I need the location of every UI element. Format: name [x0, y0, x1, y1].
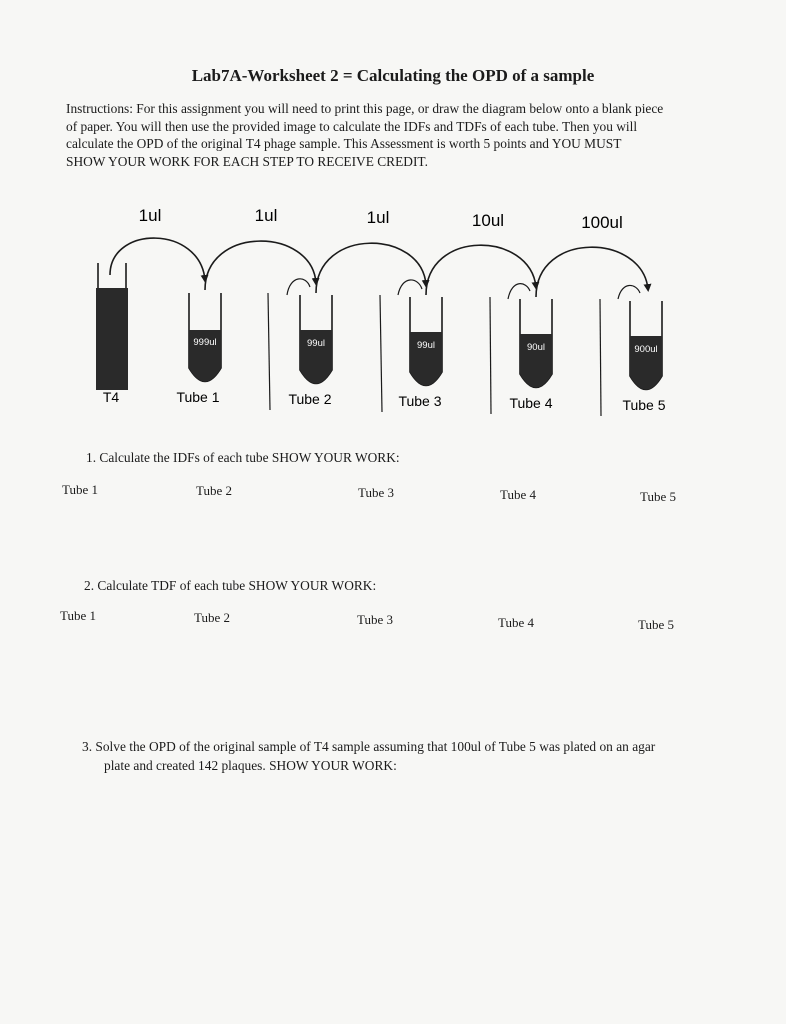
- pipette-loop: [618, 285, 640, 299]
- question-3-line: plate and created 142 plaques. SHOW YOUR WORK:: [104, 758, 397, 773]
- tube-volume-label: 90ul: [527, 342, 545, 353]
- transfer-arrow: [110, 238, 205, 280]
- instructions-line: SHOW YOUR WORK FOR EACH STEP TO RECEIVE CREDIT.: [66, 153, 428, 169]
- transfer-volume-label: 10ul: [471, 211, 505, 230]
- tube-label: Tube 2: [288, 391, 332, 407]
- tube-volume-label: 99ul: [307, 338, 325, 349]
- q2-tube-label: Tube 4: [498, 615, 535, 630]
- separator-line: [490, 297, 491, 414]
- tube-volume-label: 999ul: [193, 337, 217, 348]
- q2-tube-label: Tube 5: [638, 617, 675, 632]
- q1-tube-label: Tube 4: [500, 487, 537, 502]
- transfer-volume-label: 100ul: [581, 213, 623, 232]
- q2-tube-label: Tube 3: [357, 612, 394, 627]
- pipette-loop: [398, 280, 422, 295]
- instructions-line: calculate the OPD of the original T4 phage sample. This Assessment is worth 5 points and YOU MUST: [66, 136, 622, 151]
- instructions: [66, 100, 726, 170]
- q2-tube-label: Tube 1: [60, 608, 97, 623]
- tube-label: Tube 3: [398, 393, 442, 409]
- tube-volume-label: 99ul: [417, 340, 435, 351]
- tube-volume-label: 900ul: [634, 344, 658, 355]
- transfer-arrow: [205, 241, 316, 290]
- transfer-volume-label: 1ul: [366, 208, 390, 227]
- separator-line: [268, 293, 270, 410]
- separator-line: [380, 295, 382, 412]
- tube-label: Tube 5: [622, 397, 666, 413]
- transfer-arrow: [426, 245, 536, 295]
- question-3-line: 3. Solve the OPD of the original sample of T4 sample assuming that 100ul of Tube 5 was plated on an agar: [82, 739, 656, 754]
- t4-stock-tube: [96, 263, 128, 390]
- instructions-line: of paper. You will then use the provided image to calculate the IDFs and TDFs of each tube. Then you will: [66, 118, 638, 134]
- transfer-volume-label: 1ul: [254, 206, 278, 225]
- serial-dilution-diagram: [0, 195, 786, 420]
- tube-label: Tube 1: [176, 389, 220, 405]
- question-2: 2. Calculate TDF of each tube SHOW YOUR WORK:: [84, 578, 377, 593]
- q1-tube-label: Tube 5: [640, 489, 677, 504]
- transfer-volume-label: 1ul: [138, 206, 162, 225]
- question-3: [82, 737, 655, 775]
- separator-line: [600, 299, 601, 416]
- q2-tube-label: Tube 2: [194, 610, 231, 625]
- tube-label: Tube 4: [509, 395, 553, 411]
- question-1: 1. Calculate the IDFs of each tube SHOW YOUR WORK:: [86, 450, 400, 465]
- pipette-loop: [508, 284, 530, 299]
- worksheet-title: Lab7A-Worksheet 2 = Calculating the OPD of a sample: [191, 66, 595, 85]
- transfer-arrow: [536, 247, 648, 297]
- stock-label: T4: [102, 389, 120, 405]
- pipette-loop: [287, 279, 310, 295]
- q1-tube-label: Tube 2: [196, 483, 233, 498]
- q1-tube-label: Tube 3: [358, 485, 395, 500]
- transfer-arrow: [316, 243, 426, 293]
- q1-tube-label: Tube 1: [62, 482, 99, 497]
- instructions-line: Instructions: For this assignment you will need to print this page, or draw the diagram below onto a blank piece: [66, 101, 664, 116]
